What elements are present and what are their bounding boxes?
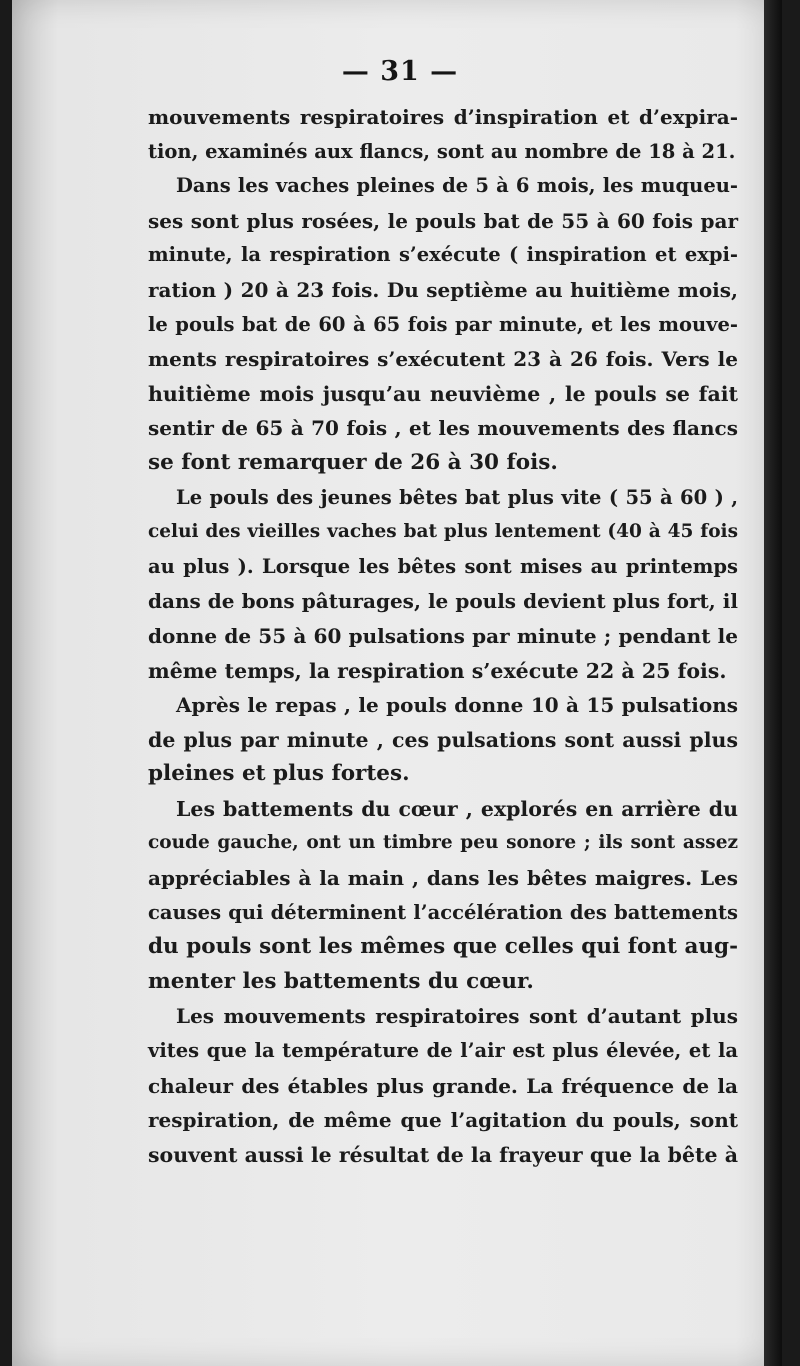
text-line: respiration, de même que l’agitation du pouls, sont <box>148 1108 738 1133</box>
text-line: de plus par minute , ces pulsations sont aussi plus <box>148 727 738 752</box>
text-line: ration ) 20 à 23 fois. Du septième au huitième mois, <box>148 277 738 302</box>
text-line: du pouls sont les mêmes que celles qui font aug- <box>148 934 738 960</box>
text-line: causes qui déterminent l’accélération des battements <box>148 900 738 924</box>
text-line: dans de bons pâturages, le pouls devient plus fort, il <box>148 589 738 614</box>
text-line: se font remarquer de 26 à 30 fois. <box>148 449 558 475</box>
text-line: tion, examinés aux flancs, sont au nombre de 18 à 21. <box>148 139 736 163</box>
text-line: huitième mois jusqu’au neuvième , le pouls se fait <box>148 381 738 406</box>
text-line: le pouls bat de 60 à 65 fois par minute, et les mouve- <box>148 312 738 336</box>
text-line: sentir de 65 à 70 fois , et les mouvements des flancs <box>148 416 738 441</box>
text-line: Les battements du cœur , explorés en arrière du <box>176 796 738 821</box>
text-line: chaleur des étables plus grande. La fréquence de la <box>148 1073 738 1098</box>
page-edge-shadow <box>764 0 782 1366</box>
text-line: Le pouls des jeunes bêtes bat plus vite ( 55 à 60 ) , <box>176 485 738 509</box>
text-line: donne de 55 à 60 pulsations par minute ; pendant le <box>148 623 738 648</box>
text-line: Après le repas , le pouls donne 10 à 15 pulsations <box>176 693 738 718</box>
text-line: minute, la respiration s’exécute ( inspiration et expi- <box>148 243 738 267</box>
text-line: coude gauche, ont un timbre peu sonore ; ils sont assez <box>148 832 738 854</box>
text-line: ments respiratoires s’exécutent 23 à 26 fois. Vers le <box>148 347 738 372</box>
text-line: au plus ). Lorsque les bêtes sont mises au printemps <box>148 554 738 578</box>
text-line: même temps, la respiration s’exécute 22 à 25 fois. <box>148 658 727 683</box>
text-line: ses sont plus rosées, le pouls bat de 55 à 60 fois par <box>148 208 738 233</box>
body-text <box>148 100 738 1172</box>
text-line: menter les battements du cœur. <box>148 968 534 994</box>
text-line: mouvements respiratoires d’inspiration et d’expira- <box>148 105 738 129</box>
text-line: Dans les vaches pleines de 5 à 6 mois, les muqueu- <box>176 174 738 198</box>
text-line: vites que la température de l’air est plus élevée, et la <box>148 1039 738 1063</box>
text-line: celui des vieilles vaches bat plus lentement (40 à 45 fois <box>148 521 738 543</box>
text-line: appréciables à la main , dans les bêtes maigres. Les <box>148 866 738 891</box>
text-line: Les mouvements respiratoires sont d’autant plus <box>176 1004 738 1029</box>
text-line: pleines et plus fortes. <box>148 761 410 787</box>
text-line: souvent aussi le résultat de la frayeur que la bête à <box>148 1142 738 1167</box>
page-number: — 31 — <box>341 56 459 87</box>
